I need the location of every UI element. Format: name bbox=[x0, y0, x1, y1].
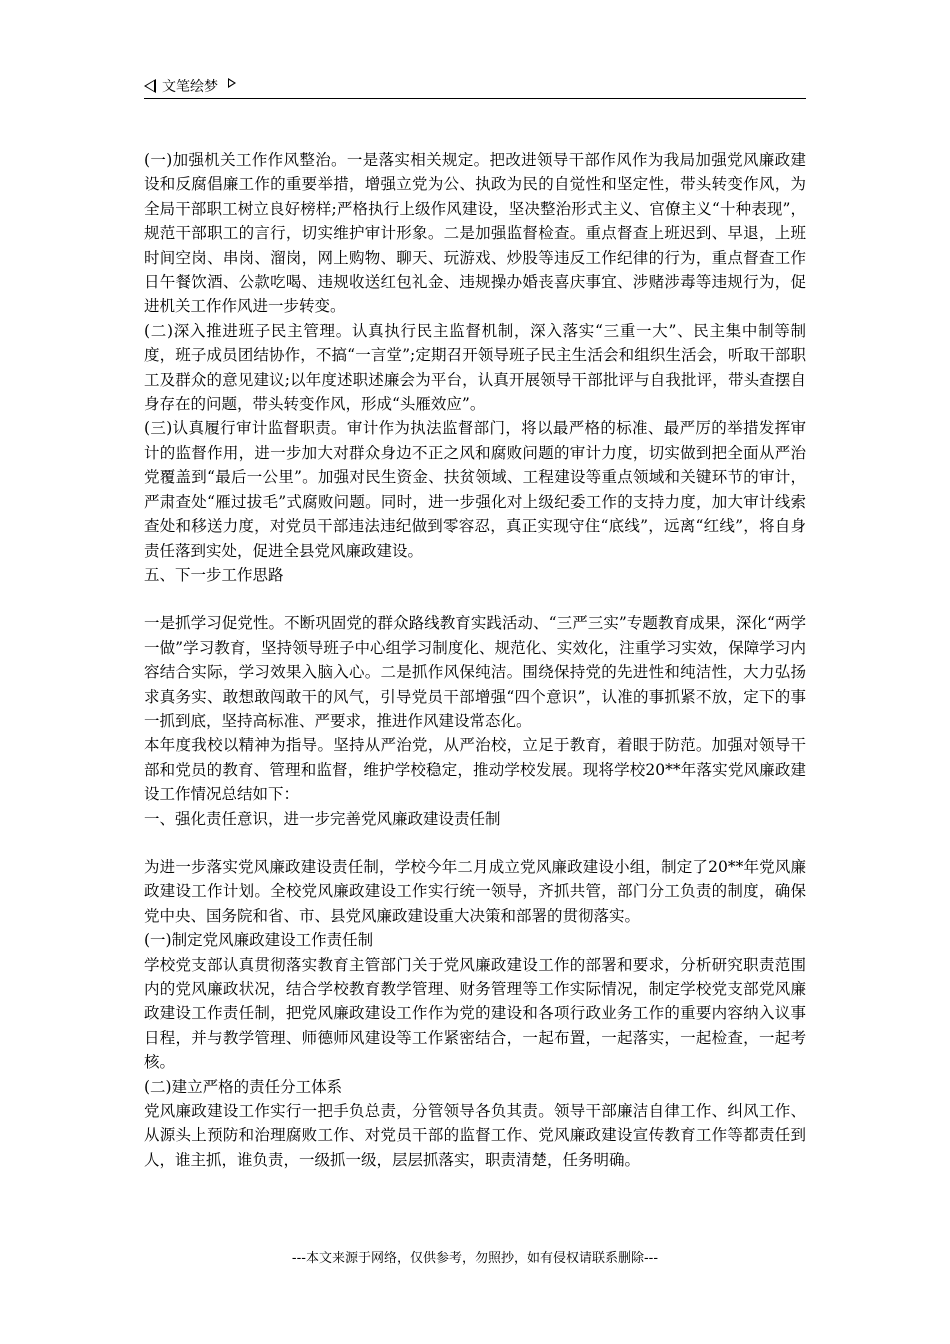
paragraph: 一是抓学习促党性。不断巩固党的群众路线教育实践活动、“三严三实”专题教育成果，深化“两学一做”学习教育，坚持领导班子中心组学习制度化、规范化、实效化，注重学习实效，保障学习内容结合实际，学习效果入脑入心。二是抓作风保纯洁。围绕保持党的先进性和纯洁性，大力弘扬求真务实、敢想敢闯敢干的风气，引导党员干部增强“四个意识”，认准的事抓紧不放，定下的事一抓到底，坚持高标准、严要求，推进作风建设常态化。 bbox=[144, 614, 806, 730]
paragraph: (一)加强机关工作作风整治。一是落实相关规定。把改进领导干部作风作为我局加强党风廉政建设和反腐倡廉工作的重要举措，增强立党为公、执政为民的自觉性和坚定性，带头转变作风，为全局干部职工树立良好榜样;严格执行上级作风建设，坚决整治形式主义、官僚主义“十种表现”，规范干部职工的言行，切实维护审计形象。二是加强监督检查。重点督查上班迟到、早退，上班时间空岗、串岗、溜岗，网上购物、聊天、玩游戏、炒股等违反工作纪律的行为，重点督查工作日午餐饮酒、公款吃喝、违规收送红包礼金、违规操办婚丧喜庆事宜、涉赌涉毒等违规行为，促进机关工作作风进一步转变。 bbox=[144, 151, 806, 316]
section-heading: 五、下一步工作思路 bbox=[144, 565, 284, 584]
paragraph: 党风廉政建设工作实行一把手负总责，分管领导各负其责。领导干部廉洁自律工作、纠风工作、从源头上预防和治理腐败工作、对党员干部的监督工作、党风廉政建设宣传教育工作等都责任到人，谁主抓，谁负责，一级抓一级，层层抓落实，职责清楚，任务明确。 bbox=[144, 1102, 806, 1169]
paragraph: 为进一步落实党风廉政建设责任制，学校今年二月成立党风廉政建设小组，制定了20**年党风廉政建设工作计划。全校党风廉政建设工作实行统一领导，齐抓共管，部门分工负责的制度，确保党中央、国务院和省、市、县党风廉政建设重大决策和部署的贯彻落实。 bbox=[144, 857, 806, 925]
paragraph: 学校党支部认真贯彻落实教育主管部门关于党风廉政建设工作的部署和要求，分析研究职责范围内的党风廉政状况，结合学校教育教学管理、财务管理等工作实际情况，制定学校党支部党风廉政建设工作责任制，把党风廉政建设工作作为党的建设和各项行政业务工作的重要内容纳入议事日程，并与教学管理、师德师风建设等工作紧密结合，一起布置，一起落实，一起检查，一起考核。 bbox=[144, 955, 806, 1072]
paragraph: 本年度我校以精神为指导。坚持从严治党，从严治校，立足于教育，着眼于防范。加强对领导干部和党员的教育、管理和监督，维护学校稳定，推动学校发展。现将学校20**年落实党风廉政建设工作情况总结如下： bbox=[144, 736, 806, 804]
blank-line bbox=[144, 587, 806, 611]
document-body bbox=[144, 148, 806, 1172]
triangle-left-icon bbox=[144, 79, 156, 93]
triangle-right-icon bbox=[228, 78, 236, 88]
subsection-heading: (二)建立严格的责任分工体系 bbox=[144, 1077, 343, 1096]
subsection-heading: (一)制定党风廉政建设工作责任制 bbox=[144, 931, 374, 950]
page-header bbox=[144, 72, 806, 99]
paragraph: (二)深入推进班子民主管理。认真执行民主监督机制，深入落实“三重一大”、民主集中制等制度，班子成员团结协作，不搞“一言堂”;定期召开领导班子民主生活会和组织生活会，听取干部职工及群众的意见建议;以年度述职述廉会为平台，认真开展领导干部批评与自我批评，带头查摆自身存在的问题，带头转变作风，形成“头雁效应”。 bbox=[144, 321, 806, 414]
brand-name: 文笔绘梦 bbox=[162, 79, 218, 95]
brand-logo bbox=[144, 76, 236, 96]
blank-line bbox=[144, 831, 806, 855]
section-heading: 一、强化责任意识，进一步完善党风廉政建设责任制 bbox=[144, 809, 501, 828]
footer-disclaimer: ---本文来源于网络，仅供参考，勿照抄，如有侵权请联系删除--- bbox=[291, 1251, 659, 1266]
paragraph: (三)认真履行审计监督职责。审计作为执法监督部门，将以最严格的标准、最严厉的举措发挥审计的监督作用，进一步加大对群众身边不正之风和腐败问题的审计力度，切实做到把全面从严治党覆盖到“最后一公里”。加强对民生资金、扶贫领域、工程建设等重点领域和关键环节的审计，严肃查处“雁过拔毛”式腐败问题。同时，进一步强化对上级纪委工作的支持力度，加大审计线索查处和移送力度，对党员干部违法违纪做到零容忍，真正实现守住“底线”，远离“红线”，将自身责任落到实处，促进全县党风廉政建设。 bbox=[144, 419, 806, 560]
